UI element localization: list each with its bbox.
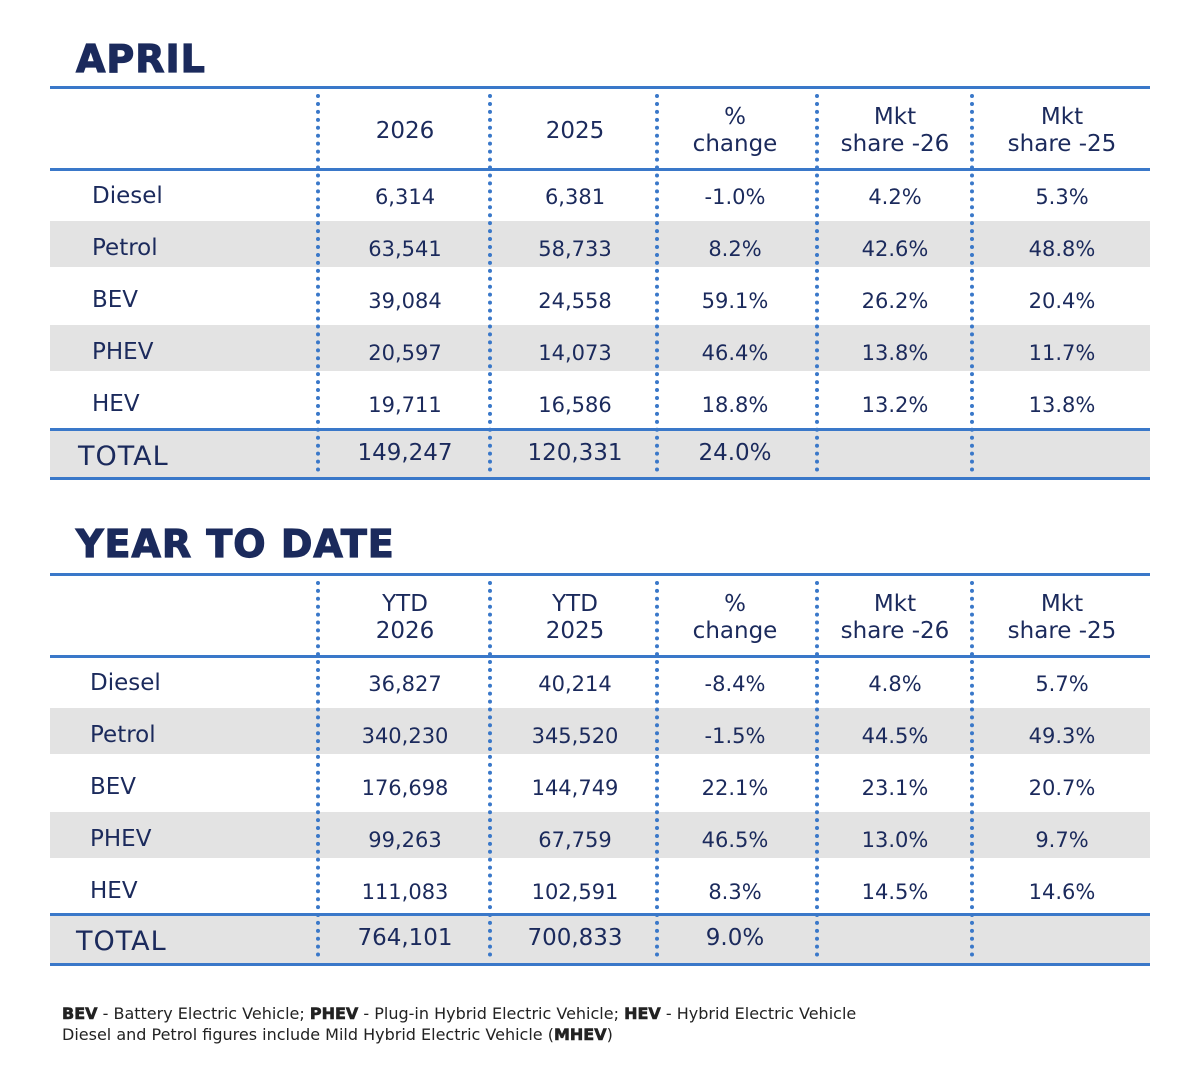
table-cell: 11.7%: [1028, 341, 1096, 365]
table-cell: 40,214: [538, 672, 612, 696]
row-label: Petrol: [90, 722, 156, 748]
column-header-line: %: [724, 104, 746, 130]
total-label: TOTAL: [76, 926, 167, 957]
total-cell: 120,331: [527, 440, 623, 466]
table-rule: [50, 963, 1150, 966]
column-header: [325, 591, 485, 645]
table-rule: [50, 913, 1150, 916]
column-header-line: Mkt: [873, 104, 917, 130]
column-header-line: 2026: [375, 618, 435, 644]
row-label: BEV: [92, 287, 139, 313]
row-label: PHEV: [92, 339, 154, 365]
row-label: HEV: [90, 878, 138, 904]
total-cell: 149,247: [357, 440, 453, 466]
column-header: [655, 104, 815, 158]
table-cell: 16,586: [538, 393, 612, 417]
total-cell: 9.0%: [705, 925, 765, 951]
table-cell: 23.1%: [861, 776, 929, 800]
column-header-line: share -25: [1007, 618, 1117, 644]
row-label: HEV: [92, 391, 140, 417]
table-cell: 14,073: [538, 341, 612, 365]
column-divider: [488, 94, 492, 472]
table-cell: 4.8%: [868, 672, 922, 696]
table-cell: 5.7%: [1035, 672, 1089, 696]
footer-term-mhev: MHEV: [553, 1025, 607, 1044]
table-cell: -1.0%: [704, 185, 766, 209]
table-cell: -8.4%: [704, 672, 766, 696]
table-cell: 111,083: [361, 880, 449, 904]
column-header: [815, 104, 975, 158]
footer-note-end: ): [606, 1025, 613, 1044]
table-cell: 14.5%: [861, 880, 929, 904]
table-rule: [50, 428, 1150, 431]
table-cell: 39,084: [368, 289, 442, 313]
section-title: APRIL: [76, 37, 206, 81]
table-rule: [50, 477, 1150, 480]
row-label: Petrol: [92, 235, 158, 261]
table-cell: 48.8%: [1028, 237, 1096, 261]
column-header-line: 2026: [375, 117, 435, 144]
column-header-line: Mkt: [1040, 591, 1084, 617]
table-cell: -1.5%: [704, 724, 766, 748]
row-label: PHEV: [90, 826, 152, 852]
footer-def-hev: - Hybrid Electric Vehicle: [660, 1004, 857, 1023]
column-header: [655, 591, 815, 645]
table-cell: 42.6%: [861, 237, 929, 261]
column-header-line: YTD: [552, 591, 598, 617]
table-cell: 49.3%: [1028, 724, 1096, 748]
table-cell: 63,541: [368, 237, 442, 261]
column-header-line: Mkt: [1040, 104, 1084, 130]
table-cell: 46.4%: [701, 341, 769, 365]
table-cell: 8.2%: [708, 237, 762, 261]
column-header-line: %: [724, 591, 746, 617]
table-cell: 13.8%: [1028, 393, 1096, 417]
column-header-line: share -25: [1007, 131, 1117, 157]
table-cell: 18.8%: [701, 393, 769, 417]
table-cell: 340,230: [361, 724, 449, 748]
total-label: TOTAL: [78, 441, 169, 472]
column-header: [495, 118, 655, 145]
total-cell: 700,833: [527, 925, 623, 951]
column-header: [325, 118, 485, 145]
table-cell: 19,711: [368, 393, 442, 417]
table-cell: 59.1%: [701, 289, 769, 313]
table-cell: 26.2%: [861, 289, 929, 313]
table-cell: 6,381: [544, 185, 606, 209]
column-header-line: YTD: [382, 591, 428, 617]
footer-def-bev: - Battery Electric Vehicle;: [97, 1004, 310, 1023]
column-header-line: share -26: [840, 131, 950, 157]
column-header-line: Mkt: [873, 591, 917, 617]
table-cell: 20,597: [368, 341, 442, 365]
table-rule: [50, 86, 1150, 89]
table-cell: 99,263: [368, 828, 442, 852]
footer-def-phev: - Plug-in Hybrid Electric Vehicle;: [358, 1004, 625, 1023]
table-cell: 13.2%: [861, 393, 929, 417]
table-cell: 9.7%: [1035, 828, 1089, 852]
column-header-line: change: [692, 618, 778, 644]
footer-note-text: Diesel and Petrol figures include Mild Hybrid Electric Vehicle (: [62, 1025, 554, 1044]
footer-term-bev: BEV: [62, 1004, 98, 1023]
table-cell: 20.7%: [1028, 776, 1096, 800]
table-cell: 6,314: [374, 185, 436, 209]
table-cell: 22.1%: [701, 776, 769, 800]
table-cell: 44.5%: [861, 724, 929, 748]
row-label: Diesel: [92, 183, 163, 209]
table-cell: 8.3%: [708, 880, 762, 904]
table-cell: 14.6%: [1028, 880, 1096, 904]
table-cell: 67,759: [538, 828, 612, 852]
table-cell: 36,827: [368, 672, 442, 696]
table-cell: 13.0%: [861, 828, 929, 852]
table-section-year-to-date: [50, 522, 1150, 967]
table-cell: 102,591: [531, 880, 619, 904]
table-rule: [50, 168, 1150, 171]
column-divider: [488, 581, 492, 957]
column-divider: [316, 581, 320, 957]
table-cell: 13.8%: [861, 341, 929, 365]
table-cell: 46.5%: [701, 828, 769, 852]
column-header-line: change: [692, 131, 778, 157]
table-cell: 5.3%: [1035, 185, 1089, 209]
column-header: [495, 591, 655, 645]
table-rule: [50, 573, 1150, 576]
footer-line-1: [62, 1003, 856, 1024]
total-cell: 764,101: [357, 925, 453, 951]
table-cell: 58,733: [538, 237, 612, 261]
table-cell: 20.4%: [1028, 289, 1096, 313]
footer-term-hev: HEV: [624, 1004, 661, 1023]
row-label: Diesel: [90, 670, 161, 696]
table-cell: 144,749: [531, 776, 619, 800]
column-header: [982, 104, 1142, 158]
column-divider: [316, 94, 320, 472]
table-rule: [50, 655, 1150, 658]
column-header: [982, 591, 1142, 645]
footer-line-2: [62, 1024, 856, 1045]
section-title: YEAR TO DATE: [76, 522, 395, 566]
table-cell: 176,698: [361, 776, 449, 800]
table-section-april: [50, 37, 1150, 481]
column-header-line: 2025: [545, 618, 605, 644]
column-header-line: 2025: [545, 117, 605, 144]
total-cell: 24.0%: [698, 440, 772, 466]
table-cell: 24,558: [538, 289, 612, 313]
table-cell: 345,520: [531, 724, 619, 748]
footer-term-phev: PHEV: [309, 1004, 359, 1023]
footer-notes: [62, 1003, 856, 1045]
row-label: BEV: [90, 774, 137, 800]
table-cell: 4.2%: [868, 185, 922, 209]
column-header-line: share -26: [840, 618, 950, 644]
column-header: [815, 591, 975, 645]
